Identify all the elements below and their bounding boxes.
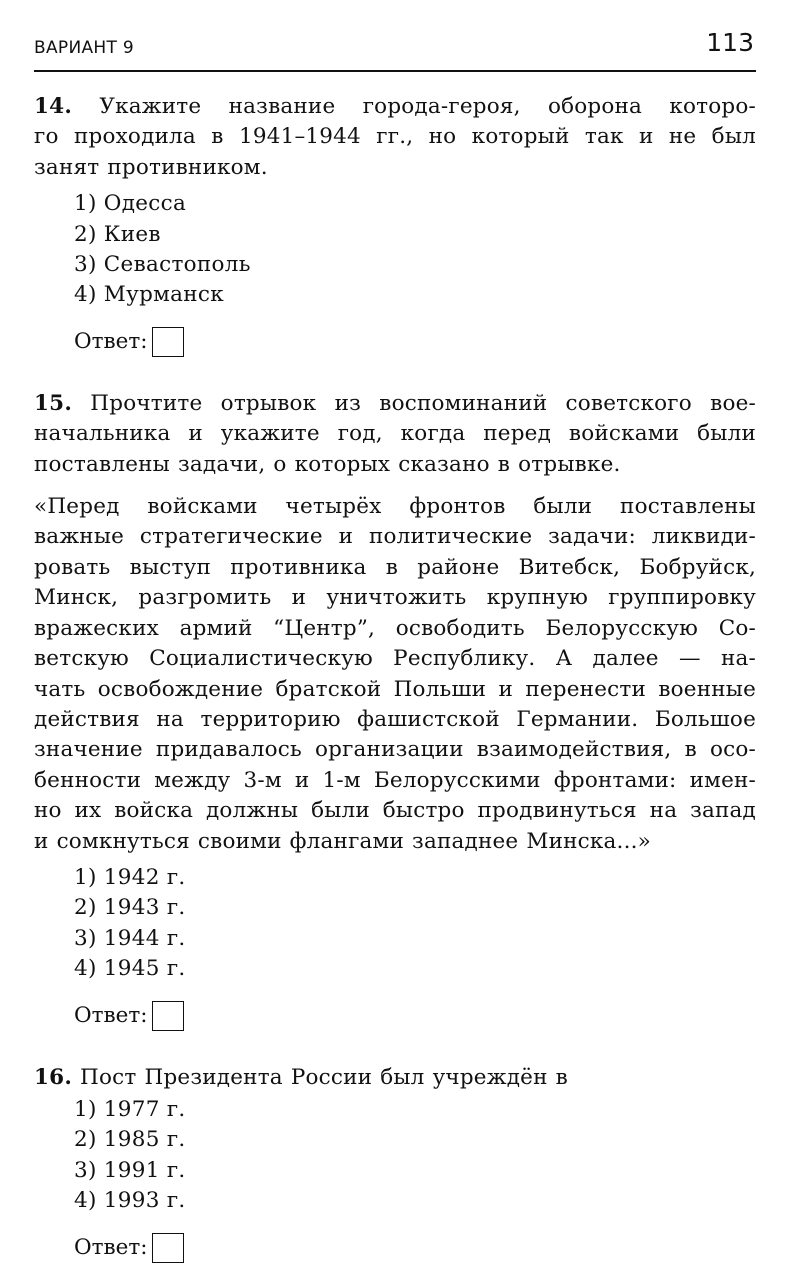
option-4: 4) 1945 г. xyxy=(74,956,186,982)
page-content xyxy=(34,92,756,1265)
answer-row xyxy=(34,1231,756,1265)
question-15-options xyxy=(34,863,756,985)
quote-line: и сомкнуться своими флангами западнее Минска...» xyxy=(34,828,652,854)
question-15-text xyxy=(34,389,756,480)
quote-line: Минск, разгромить и уничтожить крупную группировку xyxy=(34,585,756,611)
question-14 xyxy=(34,92,756,359)
question-16-text xyxy=(34,1063,756,1093)
answer-label: Ответ: xyxy=(74,1003,148,1029)
answer-label: Ответ: xyxy=(74,329,148,355)
question-15-line: поставлены задачи, о которых сказано в отрывке. xyxy=(34,451,621,477)
question-16-line: 16. Пост Президента России был учреждён в xyxy=(34,1064,568,1090)
page-number: 113 xyxy=(706,28,754,57)
question-14-line: 14. Укажите название города-героя, оборона которо- xyxy=(34,94,756,119)
question-14-number: 14. xyxy=(34,94,73,119)
quote-line: бенности между 3-м и 1-м Белорусскими фронтами: имен- xyxy=(34,767,756,793)
question-15-number: 15. xyxy=(34,390,73,416)
quote-line: вражеских армий “Центр”, освободить Белорусскую Со- xyxy=(34,615,756,641)
quote-line: действия на территорию фашистской Германии. Большое xyxy=(34,706,756,732)
question-15-line: начальника и укажите год, когда перед войсками были xyxy=(34,421,756,447)
option-1: 1) 1942 г. xyxy=(74,864,186,890)
option-3: 3) Севастополь xyxy=(74,252,251,278)
option-4: 4) Мурманск xyxy=(74,282,224,308)
quote-excerpt xyxy=(34,492,756,857)
option-2: 2) Киев xyxy=(74,221,161,247)
answer-box[interactable] xyxy=(152,327,184,357)
question-14-line: го проходила в 1941–1944 гг., но который так и не был xyxy=(34,124,756,150)
answer-box[interactable] xyxy=(152,1001,184,1031)
option-3: 3) 1991 г. xyxy=(74,1157,186,1183)
variant-label: ВАРИАНТ 9 xyxy=(34,38,134,58)
question-14-text xyxy=(34,92,756,183)
answer-box[interactable] xyxy=(152,1233,184,1263)
option-1: 1) Одесса xyxy=(74,191,187,217)
question-14-options xyxy=(34,189,756,311)
question-15 xyxy=(34,389,756,1033)
answer-row xyxy=(34,325,756,359)
question-16-options xyxy=(34,1095,756,1217)
quote-line: ровать выступ противника в районе Витебск, Бобруйск, xyxy=(34,554,756,580)
page-header xyxy=(34,26,756,72)
option-2: 2) 1985 г. xyxy=(74,1127,186,1153)
option-2: 2) 1943 г. xyxy=(74,895,186,921)
answer-label: Ответ: xyxy=(74,1235,148,1261)
option-4: 4) 1993 г. xyxy=(74,1188,186,1214)
option-1: 1) 1977 г. xyxy=(74,1096,186,1122)
quote-line: ветскую Социалистическую Республику. А далее — на- xyxy=(34,646,756,672)
answer-row xyxy=(34,999,756,1033)
question-15-line: 15. Прочтите отрывок из воспоминаний советского вое- xyxy=(34,390,756,416)
quote-line: но их войска должны были быстро продвинуться на запад xyxy=(34,798,756,824)
quote-line: значение придавалось организации взаимодействия, в осо- xyxy=(34,737,756,763)
quote-line: важные стратегические и политические задачи: ликвиди- xyxy=(34,524,756,550)
question-14-line: занят противником. xyxy=(34,154,268,180)
quote-line: «Перед войсками четырёх фронтов были поставлены xyxy=(34,494,756,520)
question-16-number: 16. xyxy=(34,1064,73,1090)
option-3: 3) 1944 г. xyxy=(74,925,186,951)
quote-line: чать освобождение братской Польши и перенести военные xyxy=(34,676,756,702)
question-16 xyxy=(34,1063,756,1265)
